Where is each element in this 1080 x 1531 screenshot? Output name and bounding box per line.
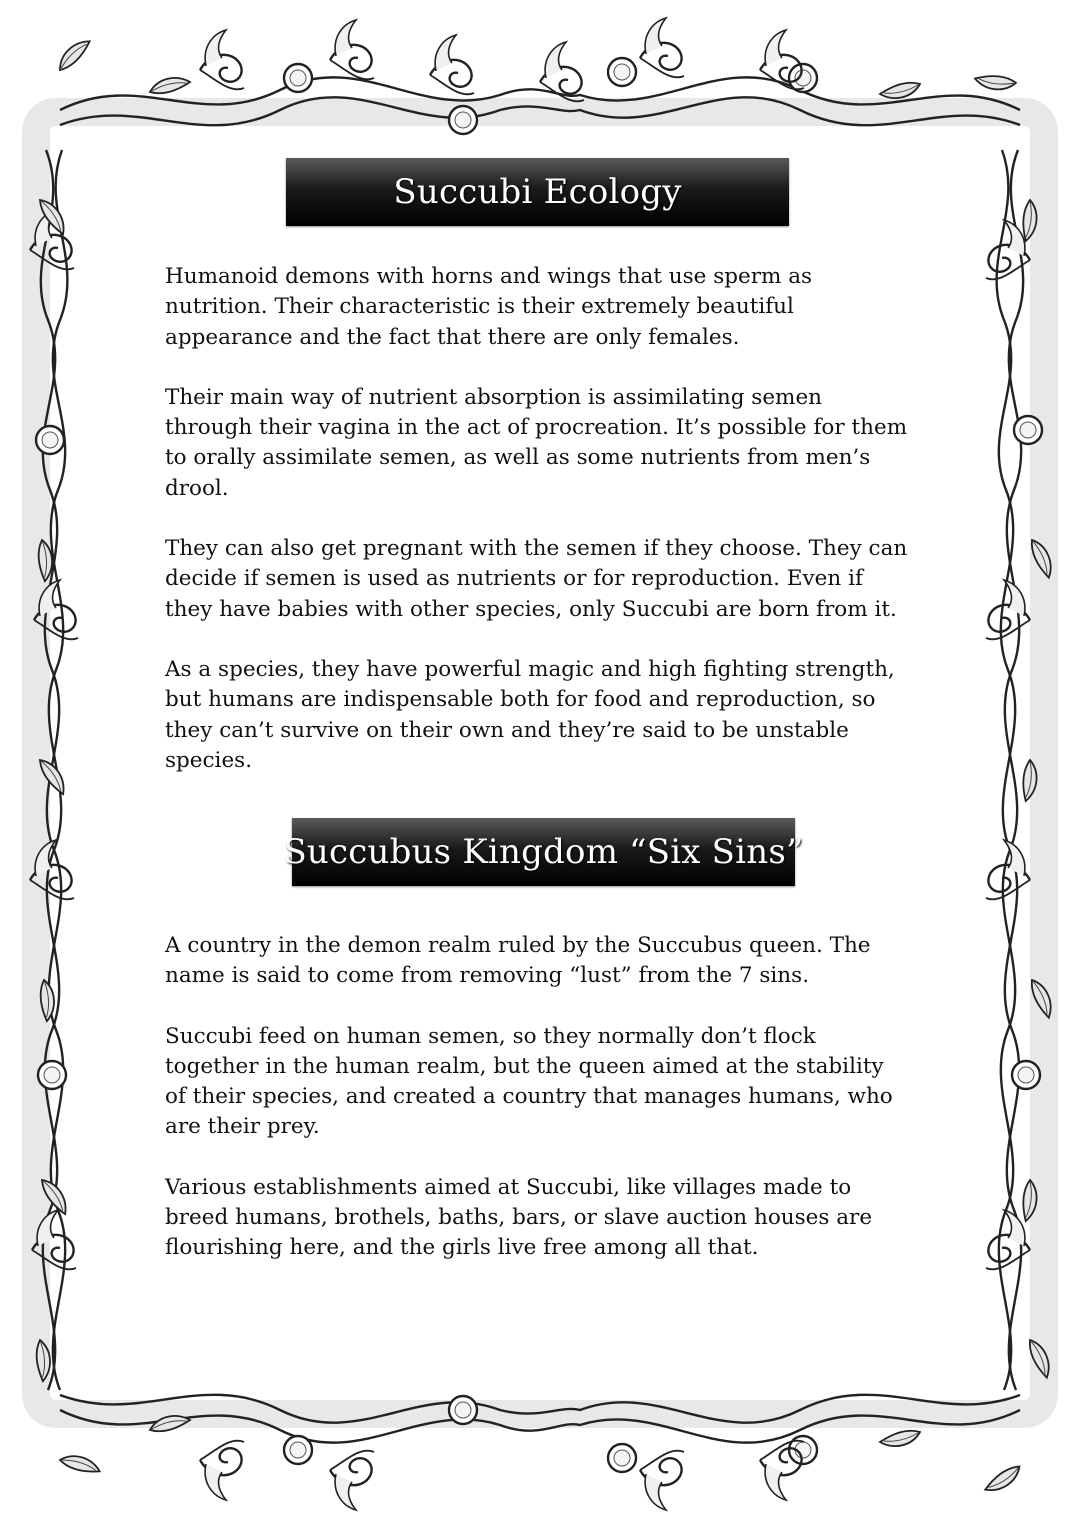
- ecology-paragraph: Their main way of nutrient absorption is assimilating semen through their vagina in the act of procreation. It’s possible for them to orally assimilate semen, as well as some nutrients from men’s drool.: [165, 384, 908, 501]
- ecology-section: [165, 262, 910, 806]
- kingdom-paragraph: Succubi feed on human semen, so they normally don’t flock together in the human realm, but the queen aimed at the stability of their species, and created a country that manages humans, who are their prey.: [165, 1023, 893, 1140]
- kingdom-paragraph: A country in the demon realm ruled by the Succubus queen. The name is said to come from removing “lust” from the 7 sins.: [165, 933, 871, 989]
- kingdom-paragraph: Various establishments aimed at Succubi, like villages made to breed humans, brothels, baths, bars, or slave auction houses are flourishing here, and the girls live free among all that.: [165, 1174, 873, 1261]
- kingdom-section: [165, 931, 910, 1294]
- section-title-ecology: Succubi Ecology: [393, 172, 682, 212]
- section-title-kingdom: Succubus Kingdom “Six Sins”: [283, 832, 804, 872]
- ecology-paragraph: As a species, they have powerful magic and high fighting strength, but humans are indispensable both for food and reproduction, so they can’t survive on their own and they’re said to be unstable species.: [165, 656, 895, 773]
- ecology-paragraph: Humanoid demons with horns and wings that use sperm as nutrition. Their characteristic is their extremely beautiful appearance and the fact that there are only females.: [165, 264, 813, 350]
- section-header-kingdom: [283, 818, 804, 886]
- section-header-ecology: [286, 158, 789, 226]
- ecology-paragraph: They can also get pregnant with the semen if they choose. They can decide if semen is used as nutrients or for reproduction. Even if they have babies with other species, only Succubi are born from it.: [165, 536, 908, 622]
